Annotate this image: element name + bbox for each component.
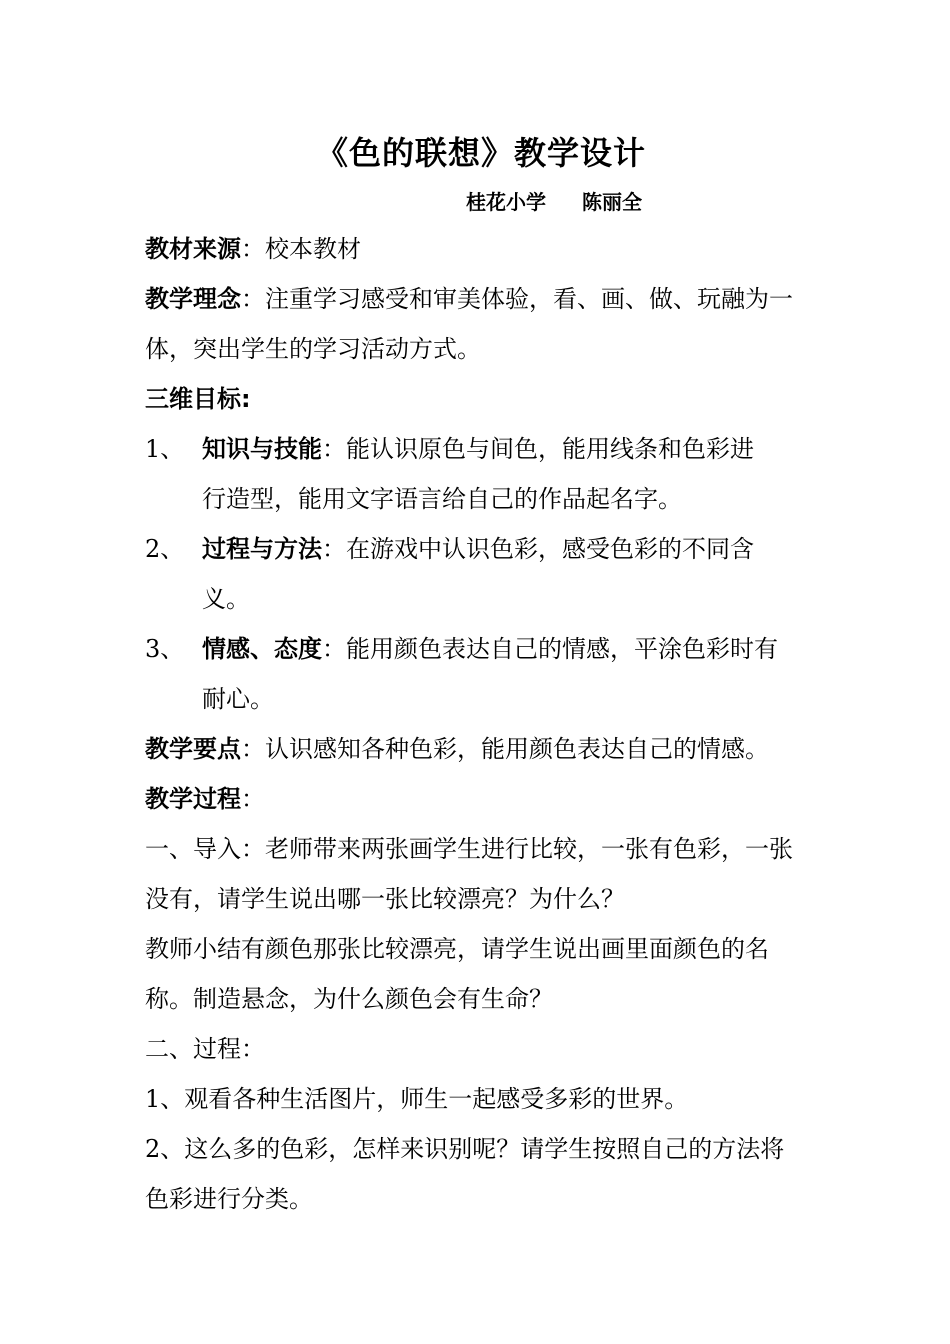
- source-text: ：校本教材: [241, 235, 361, 263]
- process-section-line: 二、过程：: [145, 1035, 265, 1063]
- idea-line-1: [145, 284, 793, 314]
- goal1-label: 知识与技能: [202, 435, 322, 463]
- goal2-text-1: ：在游戏中认识色彩，感受色彩的不同含: [322, 535, 754, 563]
- goal2-number: 2、: [145, 535, 185, 563]
- source-line: [145, 234, 361, 264]
- author-name: 陈丽全: [582, 190, 642, 214]
- process-label: 教学过程: [145, 785, 241, 813]
- intro-line-2: 没有，请学生说出哪一张比较漂亮？为什么？: [145, 885, 625, 913]
- step2-line-1: 2、这么多的色彩，怎样来识别呢？请学生按照自己的方法将: [145, 1135, 785, 1163]
- step1-line: 1、观看各种生活图片，师生一起感受多彩的世界。: [145, 1085, 689, 1113]
- author-school: 桂花小学: [466, 190, 546, 214]
- goal3-line-2: 耐心。: [202, 685, 274, 713]
- summary-line-1: 教师小结有颜色那张比较漂亮，请学生说出画里面颜色的名: [145, 935, 769, 963]
- goal2-label: 过程与方法: [202, 535, 322, 563]
- goal2-line-2: 义。: [202, 585, 250, 613]
- document-title: 《色的联想》教学设计: [315, 134, 646, 172]
- goal3-text-1: ：能用颜色表达自己的情感，平涂色彩时有: [322, 635, 778, 663]
- goal2-line-1: [202, 534, 754, 564]
- idea-label: 教学理念: [145, 285, 241, 313]
- goal3-line-1: [202, 634, 778, 664]
- author-line: [466, 186, 642, 215]
- step2-line-2: 色彩进行分类。: [145, 1185, 313, 1213]
- process-heading: [145, 784, 265, 814]
- goal3-number: 3、: [145, 635, 185, 663]
- idea-line-2: 体，突出学生的学习活动方式。: [145, 335, 481, 363]
- goal3-label: 情感、态度: [202, 635, 322, 663]
- idea-text-1: ：注重学习感受和审美体验，看、画、做、玩融为一: [241, 285, 793, 313]
- goal1-line-1: [202, 434, 754, 464]
- goal1-line-2: 行造型，能用文字语言给自己的作品起名字。: [202, 485, 682, 513]
- process-colon: ：: [241, 785, 265, 813]
- intro-line-1: 一、导入：老师带来两张画学生进行比较，一张有色彩，一张: [145, 835, 793, 863]
- key-line: [145, 734, 769, 764]
- goal1-text-1: ：能认识原色与间色，能用线条和色彩进: [322, 435, 754, 463]
- key-label: 教学要点: [145, 735, 241, 763]
- key-text: ：认识感知各种色彩，能用颜色表达自己的情感。: [241, 735, 769, 763]
- summary-line-2: 称。制造悬念，为什么颜色会有生命？: [145, 985, 553, 1013]
- goal1-number: 1、: [145, 435, 185, 463]
- goals-heading: 三维目标:: [145, 385, 251, 413]
- source-label: 教材来源: [145, 235, 241, 263]
